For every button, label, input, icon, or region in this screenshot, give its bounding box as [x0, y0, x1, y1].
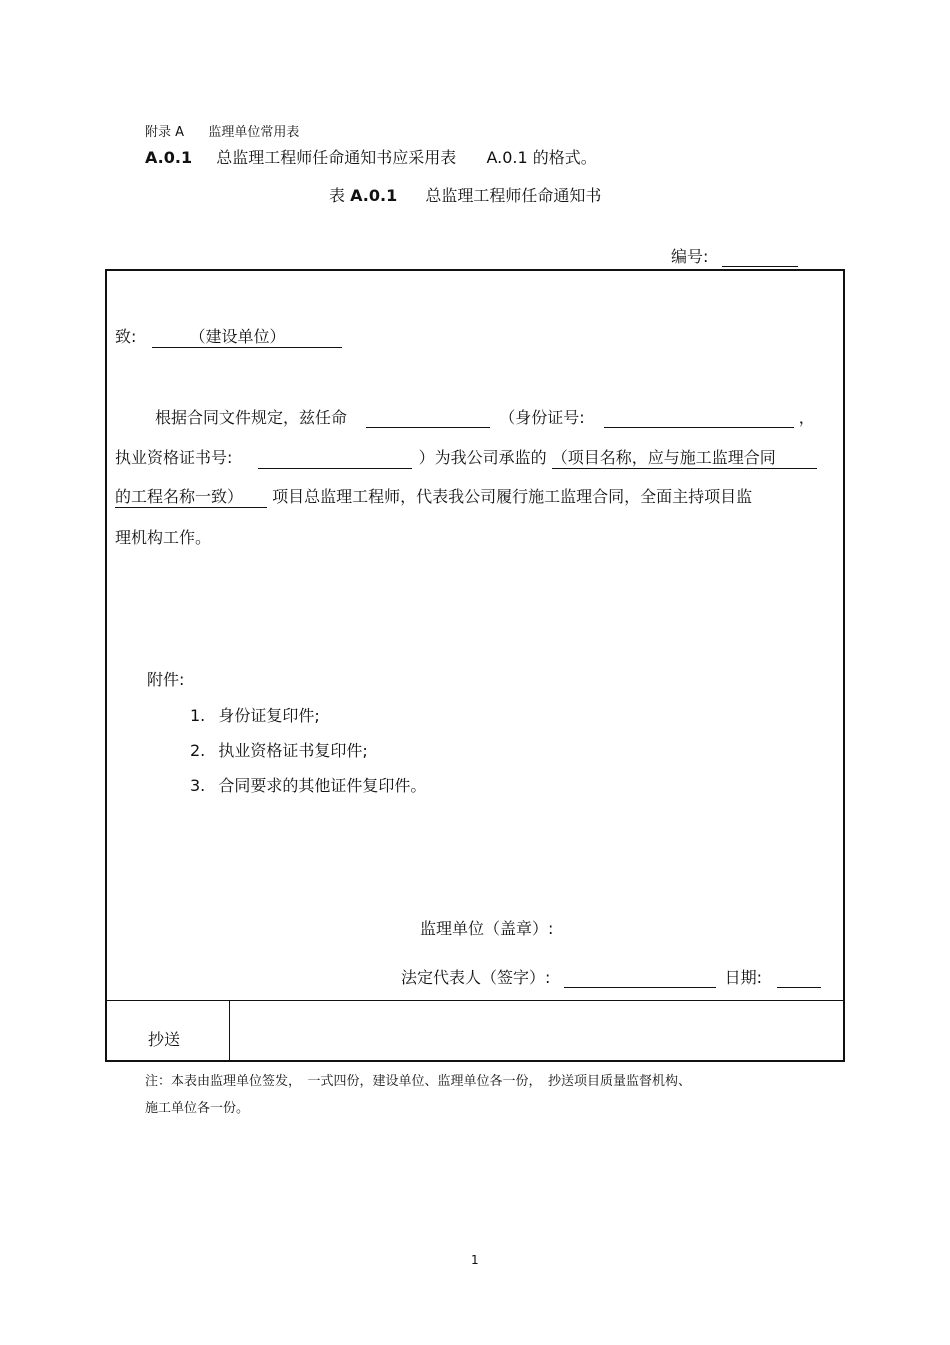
cc-divider [229, 1001, 230, 1060]
appendix-heading [145, 121, 299, 140]
clause-table-ref: A.0.1 [486, 148, 528, 167]
seal-label: 监理单位（盖章）: [420, 919, 554, 938]
page-number: 1 [471, 1253, 479, 1267]
attachment-item [190, 738, 368, 761]
appointment-form [105, 269, 845, 1062]
rep-label: 法定代表人（签字）: [401, 968, 551, 987]
cc-label: 抄送 [148, 1030, 181, 1049]
serial-number [671, 244, 798, 267]
date-field[interactable] [777, 969, 821, 988]
to-field[interactable]: （建设单位） [152, 324, 342, 348]
note-line-2: 施工单位各一份。 [145, 1101, 250, 1116]
attachment-number: 2. [190, 741, 206, 760]
body-line2-text-a: 执业资格证书号: [115, 448, 233, 467]
note-line-1: 注：本表由监理单位签发， 一式四份，建设单位、监理单位各一份， 抄送项目质量监督机构、 [145, 1074, 692, 1089]
table-number: A.0.1 [350, 186, 398, 205]
signature-field[interactable] [564, 969, 716, 988]
appointee-name-field[interactable] [366, 409, 490, 428]
body-line-3 [115, 484, 752, 508]
body-line-1 [155, 405, 815, 428]
clause-text-a: 总监理工程师任命通知书应采用表 [216, 148, 457, 167]
table-prefix: 表 [329, 186, 346, 205]
clause-number: A.0.1 [145, 148, 193, 167]
cc-field[interactable] [239, 1011, 835, 1051]
project-name-hint-a[interactable]: （项目名称，应与施工监理合同 [552, 445, 817, 469]
body-line1-text-a: 根据合同文件规定，兹任命 [155, 408, 348, 427]
serial-field[interactable] [722, 248, 798, 267]
attachment-item [190, 773, 426, 796]
attachment-number: 1. [190, 706, 206, 725]
license-number-field[interactable] [258, 450, 412, 469]
body-line1-text-c: ， [798, 408, 815, 427]
attachment-item [190, 703, 320, 726]
attachment-text: 执业资格证书复印件; [218, 741, 368, 760]
appendix-label: 附录 A [145, 125, 185, 140]
clause-line [145, 145, 597, 168]
body-line3-text: 项目总监理工程师，代表我公司履行施工监理合同，全面主持项目监 [272, 487, 753, 506]
project-name-hint-b[interactable]: 的工程名称一致） [115, 484, 267, 508]
table-title [329, 183, 601, 206]
attachment-text: 身份证复印件; [218, 706, 320, 725]
attachments-label: 附件: [147, 670, 185, 689]
to-label: 致: [115, 327, 137, 346]
body-line-4: 理机构工作。 [115, 528, 212, 547]
id-number-field[interactable] [604, 409, 794, 428]
signature-line [401, 965, 821, 988]
clause-text-b: 的格式。 [532, 148, 597, 167]
to-line [115, 324, 342, 348]
table-title-text: 总监理工程师任命通知书 [425, 186, 602, 205]
date-label: 日期: [724, 968, 762, 987]
body-line2-text-b: ）为我公司承监的 [418, 448, 547, 467]
appendix-title: 监理单位常用表 [208, 125, 300, 140]
attachment-number: 3. [190, 776, 206, 795]
serial-label: 编号: [671, 247, 709, 266]
body-line1-text-b: （身份证号: [499, 408, 585, 427]
attachment-text: 合同要求的其他证件复印件。 [218, 776, 427, 795]
cc-row [107, 1000, 843, 1060]
body-line-2 [115, 445, 817, 469]
